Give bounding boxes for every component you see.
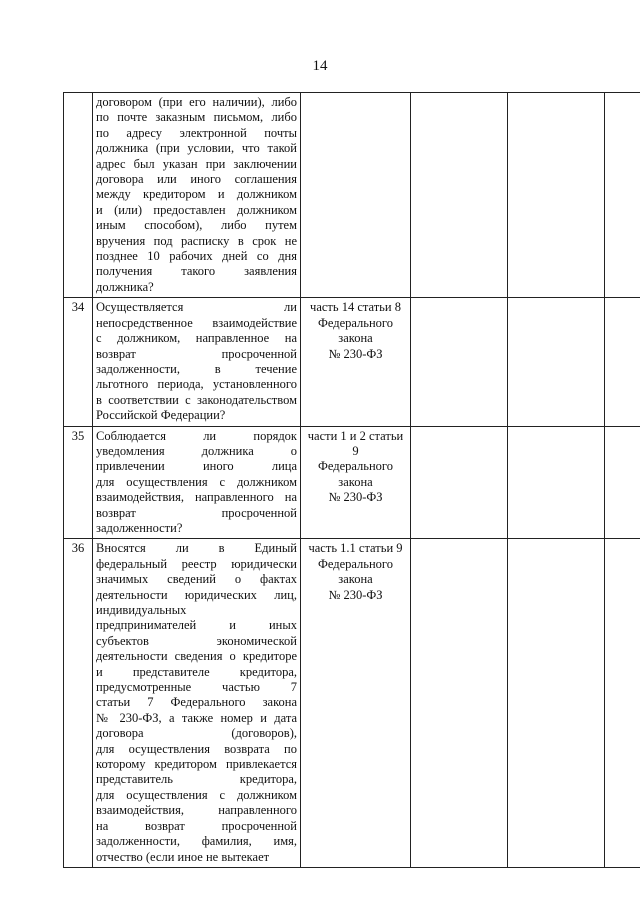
- question-line: получения такого заявления: [96, 264, 297, 279]
- question-line: позднее 10 рабочих дней со дня: [96, 249, 297, 264]
- question-line: уведомления должника о: [96, 443, 297, 458]
- row-number: 35: [64, 426, 93, 539]
- answer-cell-c2: [508, 539, 605, 868]
- row-number: 36: [64, 539, 93, 868]
- question-line: предпринимателей и иных: [96, 618, 297, 633]
- legal-reference-cell: часть 14 статьи 8 Федерального закона № 230-ФЗ: [301, 298, 411, 426]
- question-line: льготного периода, установленного: [96, 377, 297, 392]
- question-line: договором (при его наличии), либо: [96, 95, 297, 109]
- question-line: отчество (если иное не вытекает: [96, 849, 270, 864]
- checklist-rows: [64, 93, 640, 868]
- question-line: взаимодействия, направленного: [96, 803, 297, 818]
- question-line: федеральный реестр юридически: [96, 556, 297, 571]
- question-line: предусмотренные частью 7: [96, 680, 297, 695]
- question-line: деятельности сведения о кредиторе: [96, 649, 297, 664]
- question-line: должника?: [96, 279, 154, 294]
- table-row: [64, 298, 640, 426]
- question-line: Осуществляется ли: [96, 300, 297, 315]
- question-cell: [93, 93, 301, 298]
- answer-cell-c3: [605, 539, 640, 868]
- checklist-table: [63, 92, 640, 868]
- question-line: деятельности юридических лиц,: [96, 587, 297, 602]
- question-line: адрес был указан при заключении: [96, 156, 297, 171]
- question-line: значимых сведений о фактах: [96, 572, 297, 587]
- question-line: индивидуальных: [96, 603, 187, 617]
- table-row: [64, 93, 640, 298]
- question-line: задолженности, в течение: [96, 361, 297, 376]
- table-row: [64, 539, 640, 868]
- question-line: вручения под расписку в срок не: [96, 233, 297, 248]
- question-line: возврат просроченной: [96, 505, 297, 520]
- question-cell: [93, 426, 301, 539]
- question-line: иным способом), либо путем: [96, 218, 297, 233]
- question-line: договора или иного соглашения: [96, 172, 297, 187]
- question-line: которому кредитором привлекается: [96, 757, 297, 772]
- question-line: с должником, направленное на: [96, 331, 297, 346]
- question-line: привлечении иного лица: [96, 459, 297, 474]
- page-number: 14: [312, 58, 328, 74]
- answer-cell-c1: [411, 298, 508, 426]
- question-line: и представителе кредитора,: [96, 664, 297, 679]
- question-line: по почте заказным письмом, либо: [96, 110, 297, 125]
- question-line: по адресу электронной почты: [96, 125, 297, 140]
- question-line: для осуществления с должником: [96, 787, 297, 802]
- question-line: Соблюдается ли порядок: [96, 428, 297, 443]
- answer-cell-c2: [508, 298, 605, 426]
- question-line: Вносятся ли в Единый: [96, 541, 297, 556]
- question-line: между кредитором и должником: [96, 187, 297, 202]
- table-row: [64, 426, 640, 539]
- answer-cell-c1: [411, 539, 508, 868]
- answer-cell-c1: [411, 93, 508, 298]
- question-line: должника (при условии, что такой: [96, 141, 297, 156]
- question-line: на возврат просроченной: [96, 818, 297, 833]
- question-line: непосредственное взаимодействие: [96, 315, 297, 330]
- question-line: представитель кредитора,: [96, 772, 297, 787]
- row-number: [64, 93, 93, 298]
- question-line: и (или) предоставлен должником: [96, 202, 297, 217]
- answer-cell-c2: [508, 426, 605, 539]
- row-number: 34: [64, 298, 93, 426]
- question-line: № 230-ФЗ, а также номер и дата: [96, 710, 297, 725]
- legal-reference-cell: части 1 и 2 статьи 9 Федерального закона № 230-ФЗ: [301, 426, 411, 539]
- answer-cell-c3: [605, 426, 640, 539]
- question-line: статьи 7 Федерального закона: [96, 695, 297, 710]
- answer-cell-c3: [605, 93, 640, 298]
- answer-cell-c3: [605, 298, 640, 426]
- question-line: задолженности, фамилия, имя,: [96, 834, 297, 849]
- question-cell: [93, 298, 301, 426]
- question-cell: [93, 539, 301, 868]
- legal-reference-cell: [301, 93, 411, 298]
- question-line: в соответствии с законодательством: [96, 392, 297, 407]
- legal-reference-cell: часть 1.1 статьи 9 Федерального закона № 230-ФЗ: [301, 539, 411, 868]
- question-line: задолженности?: [96, 520, 183, 535]
- question-line: Российской Федерации?: [96, 408, 226, 423]
- answer-cell-c1: [411, 426, 508, 539]
- question-line: для осуществления возврата по: [96, 741, 297, 756]
- question-line: возврат просроченной: [96, 346, 297, 361]
- question-line: субъектов экономической: [96, 633, 297, 648]
- question-line: для осуществления с должником: [96, 474, 297, 489]
- question-line: договора (договоров),: [96, 726, 297, 741]
- answer-cell-c2: [508, 93, 605, 298]
- question-line: взаимодействия, направленного на: [96, 490, 297, 505]
